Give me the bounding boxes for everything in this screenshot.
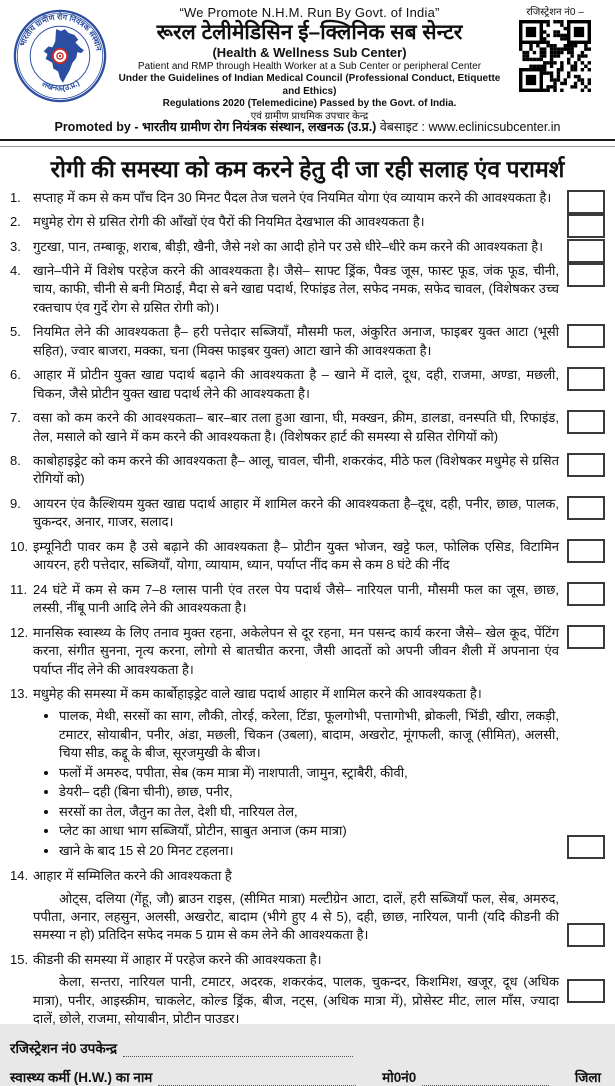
promoted-by-org: भारतीय ग्रामीण रोग नियंत्रक संस्थान, लखनऊ (उ.प्र.)	[142, 120, 377, 134]
item-text	[33, 867, 559, 945]
org-name-english: (Health & Wellness Sub Center)	[212, 45, 407, 61]
item-number: 8.	[10, 453, 21, 469]
item-text-main: 24 घंटे में कम से कम 7–8 ग्लास पानी एंव तरल पेय पदार्थ जैसे– नारियल पानी, मौसमी फल का जूस, छाछ, लस्सी, नींबू पानी आदि लेने की आवश्यकता है।	[33, 581, 559, 616]
item-number: 5.	[10, 324, 21, 340]
header-line-2: Under the Guidelines of Indian Medical Council (Professional Conduct, Etiquette and Ethics)	[118, 73, 501, 97]
item-text	[33, 951, 559, 1029]
registration-number-label: रजिस्ट्रेशन नं0 –	[526, 7, 584, 18]
advice-item	[10, 189, 607, 207]
mobile-input[interactable]	[422, 1071, 549, 1086]
item-text	[33, 213, 559, 231]
item-text	[33, 409, 559, 446]
item-checkbox[interactable]	[567, 582, 605, 606]
divider-thick	[0, 139, 615, 141]
header	[0, 0, 615, 122]
advice-list	[0, 189, 615, 1029]
advice-item	[10, 495, 607, 532]
item-number: 15.	[10, 951, 29, 967]
item-text-main: वसा को कम करने की आवश्यकता– बार–बार तला हुआ खाना, घी, मक्खन, क्रीम, डालडा, वनस्पति घी, रिफाइंड, तेल, मसाले को खाने में कम करने की आवश्यकता है। (विशेषकर हार्ट की समस्या से ग्रसित रोगियों को)	[33, 410, 559, 444]
item-number: 7.	[10, 410, 21, 426]
item-checkbox[interactable]	[567, 214, 605, 238]
item-number: 4.	[10, 262, 21, 278]
advice-item	[10, 262, 607, 317]
item-text-main: कीडनी की समस्या में आहार में परहेज करने की आवश्यकता है।	[33, 951, 322, 967]
item-number: 13.	[10, 686, 29, 702]
item-text-main: आहार में प्रोटीन युक्त खाद्य पदार्थ बढ़ाने की आवश्यकता है – खाने में दाले, दूध, दही, राजमा, अण्डा, मछली, चिकन, जैसे प्रोटीन युक्त खाद्य पदार्थ लेने की आवश्यकता है।	[33, 367, 559, 401]
item-checkbox[interactable]	[567, 190, 605, 214]
logo-ring-text-bottom: लखनऊ(उ.प्र.)	[40, 78, 82, 93]
promoted-by-label: Promoted by -	[54, 120, 139, 134]
item-checkbox[interactable]	[567, 239, 605, 263]
district-label: जिला	[574, 1069, 601, 1085]
item-text	[33, 238, 559, 256]
item-text-main: इम्यूनिटी पावर कम है उसे बढ़ाने की आवश्यकता है– प्रोटीन युक्त भोजन, खट्टे फल, फोलिक एसिड, विटामिन आयरन, हरी पत्तेदार, सब्जियाँ, योगा, व्यायाम, ध्यान, पर्याप्त नींद कम से कम 8 घंटे की नींद	[33, 538, 559, 573]
hw-name-label: स्वास्थ्य कर्मी (H.W.) का नाम	[10, 1069, 153, 1085]
item-text-main: मधुमेह की समस्या में कम कार्बोहाइड्रेट वाले खाद्य पदार्थ आहार में शामिल करने की आवश्यकता है।	[33, 686, 482, 702]
divider-thin	[0, 146, 615, 147]
registration-field-input[interactable]	[123, 1042, 353, 1057]
item-number: 3.	[10, 238, 21, 254]
qr-code-icon	[519, 20, 591, 92]
item-text	[33, 624, 559, 679]
advice-item	[10, 238, 607, 256]
item-bullet: • सरसों का तेल, जैतुन का तेल, देशी घी, नारियल तेल,	[59, 803, 559, 821]
item-bullet: • खाने के बाद 15 से 20 मिनट टहलना।	[59, 842, 559, 860]
advice-item	[10, 452, 607, 489]
item-number: 2.	[10, 214, 21, 230]
item-text	[33, 452, 559, 489]
item-bullet: • फलों में अमरुद, पपीता, सेब (कम मात्रा में) नाशपाती, जामुन, स्ट्राबैरी, कीवी,	[59, 764, 559, 782]
item-text-main: आयरन एंव कैल्शियम युक्त खाद्य पदार्थ आहार में शामिल करने की आवश्यकता है–दूध, दही, पनीर, छाछ, पालक, चुकन्दर, अनार, गाजर, सलाद।	[33, 495, 559, 530]
item-checkbox[interactable]	[567, 625, 605, 649]
advice-item	[10, 213, 607, 231]
org-name-hindi: रूरल टेलीमेडिसिन ई–क्लिनिक सब सेन्टर	[156, 21, 463, 44]
tagline: “We Promote N.H.M. Run By Govt. of India”	[179, 5, 440, 20]
item-text-main: नियमित लेने की आवश्यकता है– हरी पत्तेदार सब्जियाँ, मौसमी फल, अंकुरित अनाज, फाइबर युक्त आटा (भूसी सहित), ज्वार बाजरा, मक्का, चना (मिक्स फाइबर युक्त) आटा खाने की आवश्यकता है।	[33, 324, 559, 358]
item-bullet: • डेयरी– दही (बिना चीनी), छाछ, पनीर,	[59, 783, 559, 801]
header-line-3: Regulations 2020 (Telemedicine) Passed by the Govt. of India.	[162, 98, 457, 110]
health-worker-row	[10, 1068, 607, 1086]
item-text	[33, 366, 559, 403]
hw-name-input[interactable]	[158, 1071, 356, 1086]
item-text	[33, 262, 559, 317]
item-sub-paragraph: ओट्स, दलिया (गेंहू, जौ) ब्राउन राइस, (सीमित मात्रा) मल्टीग्रेन आटा, दालें, हरी सब्जियाँ फल, सेब, अमरुद, पपीता, अनार, लहसुन, अलसी, अखरोट, बादाम (भीगे हुए 4 से 5), दही, छाछ, नारियल, पानी (यदि कीडनी की समस्या न हो) प्रतिदिन सफेद नमक 5 ग्राम से कम लेने की आवश्यकता है।	[33, 890, 559, 943]
item-checkbox[interactable]	[567, 410, 605, 434]
item-number: 10.	[10, 538, 29, 554]
header-line-1: Patient and RMP through Health Worker at a Sub Center or peripheral Center	[137, 60, 482, 72]
item-text-main: आहार में सम्मिलित करने की आवश्यकता है	[33, 868, 232, 884]
advice-item	[10, 538, 607, 575]
item-checkbox[interactable]	[567, 496, 605, 520]
item-checkbox[interactable]	[567, 835, 605, 859]
advice-item	[10, 366, 607, 403]
item-checkbox[interactable]	[567, 367, 605, 391]
website-label: वेबसाइट :	[379, 120, 425, 134]
item-checkbox[interactable]	[567, 923, 605, 947]
advice-item	[10, 323, 607, 360]
item-text	[33, 538, 559, 575]
item-number: 9.	[10, 495, 21, 511]
item-bullet-list	[33, 707, 559, 860]
header-line-4: एवं ग्रामीण प्राथमिक उपचार केन्द्र	[250, 110, 369, 122]
item-text	[33, 323, 559, 360]
item-sub-paragraph: केला, सन्तरा, नारियल पानी, टमाटर, अदरक, शकरकंद, पालक, चुकन्दर, किशमिश, खजूर, दूध (अधिक मात्रा), पनीर, आइस्क्रीम, चाकलेट, कोल्ड ड्रिंक, बीज, नट्स, (अधिक मात्रा में), प्रोसेस्ट मीट, लाल माँस, ज्यादा दालें, छोले, राजमा, सोयाबीन, प्रोटीन पाउडर।	[33, 974, 559, 1027]
advice-item	[10, 409, 607, 446]
advice-item	[10, 951, 607, 1029]
item-text	[33, 581, 559, 618]
item-number: 6.	[10, 367, 21, 383]
mobile-label: मो0नं0	[382, 1069, 417, 1085]
page-title: रोगी की समस्या को कम करने हेतु दी जा रही सलाह एंव परामर्श	[50, 156, 565, 182]
item-checkbox[interactable]	[567, 539, 605, 563]
item-checkbox[interactable]	[567, 453, 605, 477]
website-url[interactable]: www.eclinicsubcenter.in	[428, 120, 561, 134]
header-center	[112, 5, 507, 123]
item-text	[33, 685, 559, 861]
item-number: 1.	[10, 189, 21, 205]
header-right	[509, 4, 601, 92]
item-text-main: मानसिक स्वास्थ्य के लिए तनाव मुक्त रहना, अकेलेपन से दूर रहना, मन पसन्द कार्य करना जैसे– खेल कूद, पेंटिंग करना, संगीत सुनना, नृत्य करना, लोगो से बातचीत करना, जैसी आदतों को अपनी जीवन शैली में अपनाना एंव पर्याप्त नींद लेने की आवश्यकता है।	[33, 624, 559, 677]
advice-item	[10, 581, 607, 618]
item-number: 14.	[10, 868, 29, 884]
item-bullet: • पालक, मेथी, सरसों का साग, लौकी, तोरई, करेला, टिंडा, फूलगोभी, पत्तागोभी, ब्रोकली, भिंडी, खीरा, लकड़ी, टमाटर, सोयाबीन, पनीर, अंडा, मछली, चिकन (उबला), बादाम, अखरोट, मूंगफली, काजू (सीमित), अलसी, चिया सीड, कद्दू के बीज, सूरजमुखी के बीज।	[59, 707, 559, 762]
item-bullet: • प्लेट का आधा भाग सब्जियाँ, प्रोटीन, साबुत अनाज (कम मात्रा)	[59, 822, 559, 840]
india-seal-logo-icon	[12, 8, 108, 104]
advice-item	[10, 867, 607, 945]
advice-item	[10, 685, 607, 861]
item-number: 11.	[10, 581, 28, 597]
registration-field-row	[10, 1039, 607, 1057]
logo-ring-text-top: भारतीय ग्रामीण रोग नियंत्रक संस्थान	[17, 12, 104, 52]
advice-item	[10, 624, 607, 679]
item-text-main: गुटखा, पान, तम्बाकू, शराब, बीड़ी, खैनी, जैसे नशे का आदी होने पर उसे धीरे–धीरे कम करने की आवश्यकता है।	[33, 238, 544, 254]
item-checkbox[interactable]	[567, 979, 605, 1003]
item-text-main: सप्ताह में कम से कम पाँच दिन 30 मिनट पैदल तेज चलने एंव नियमित योगा एंव व्यायाम करने की आवश्यकता है।	[33, 189, 552, 205]
item-text	[33, 495, 559, 532]
footer-fields	[10, 1039, 607, 1086]
item-text-main: काबोहाइड्रेट को कम करने की आवश्यकता है– आलू, चावल, चीनी, शकरकंद, मीठे फल (विशेषकर मधुमेह से ग्रसित रोगियों को)	[33, 453, 559, 487]
item-checkbox[interactable]	[567, 324, 605, 348]
item-text-main: खाने–पीने में विशेष परहेज करने की आवश्यकता है। जैसे– साफ्ट ड्रिंक, पैक्ड जूस, फास्ट फूड, जंक फूड, चीनी, चाय, काफी, चीनी से बनी मिठाई, मैदा से बने खाद्य पदार्थ, रिफांइड तेल, सफेद नमक, सफेद चावल, (विशेषकर उच्च रक्तचाप एंव गुर्दे रोग से ग्रसित रोगी को)।	[33, 262, 559, 315]
item-checkbox[interactable]	[567, 263, 605, 287]
registration-field-label: रजिस्ट्रेशन नं0 उपकेन्द्र	[10, 1040, 118, 1056]
item-text-main: मधुमेह रोग से ग्रसित रोगी की आँखों एंव पैरों की नियमित देखभाल की आवश्यकता है।	[33, 214, 425, 230]
item-text	[33, 189, 559, 207]
item-number: 12.	[10, 624, 29, 640]
